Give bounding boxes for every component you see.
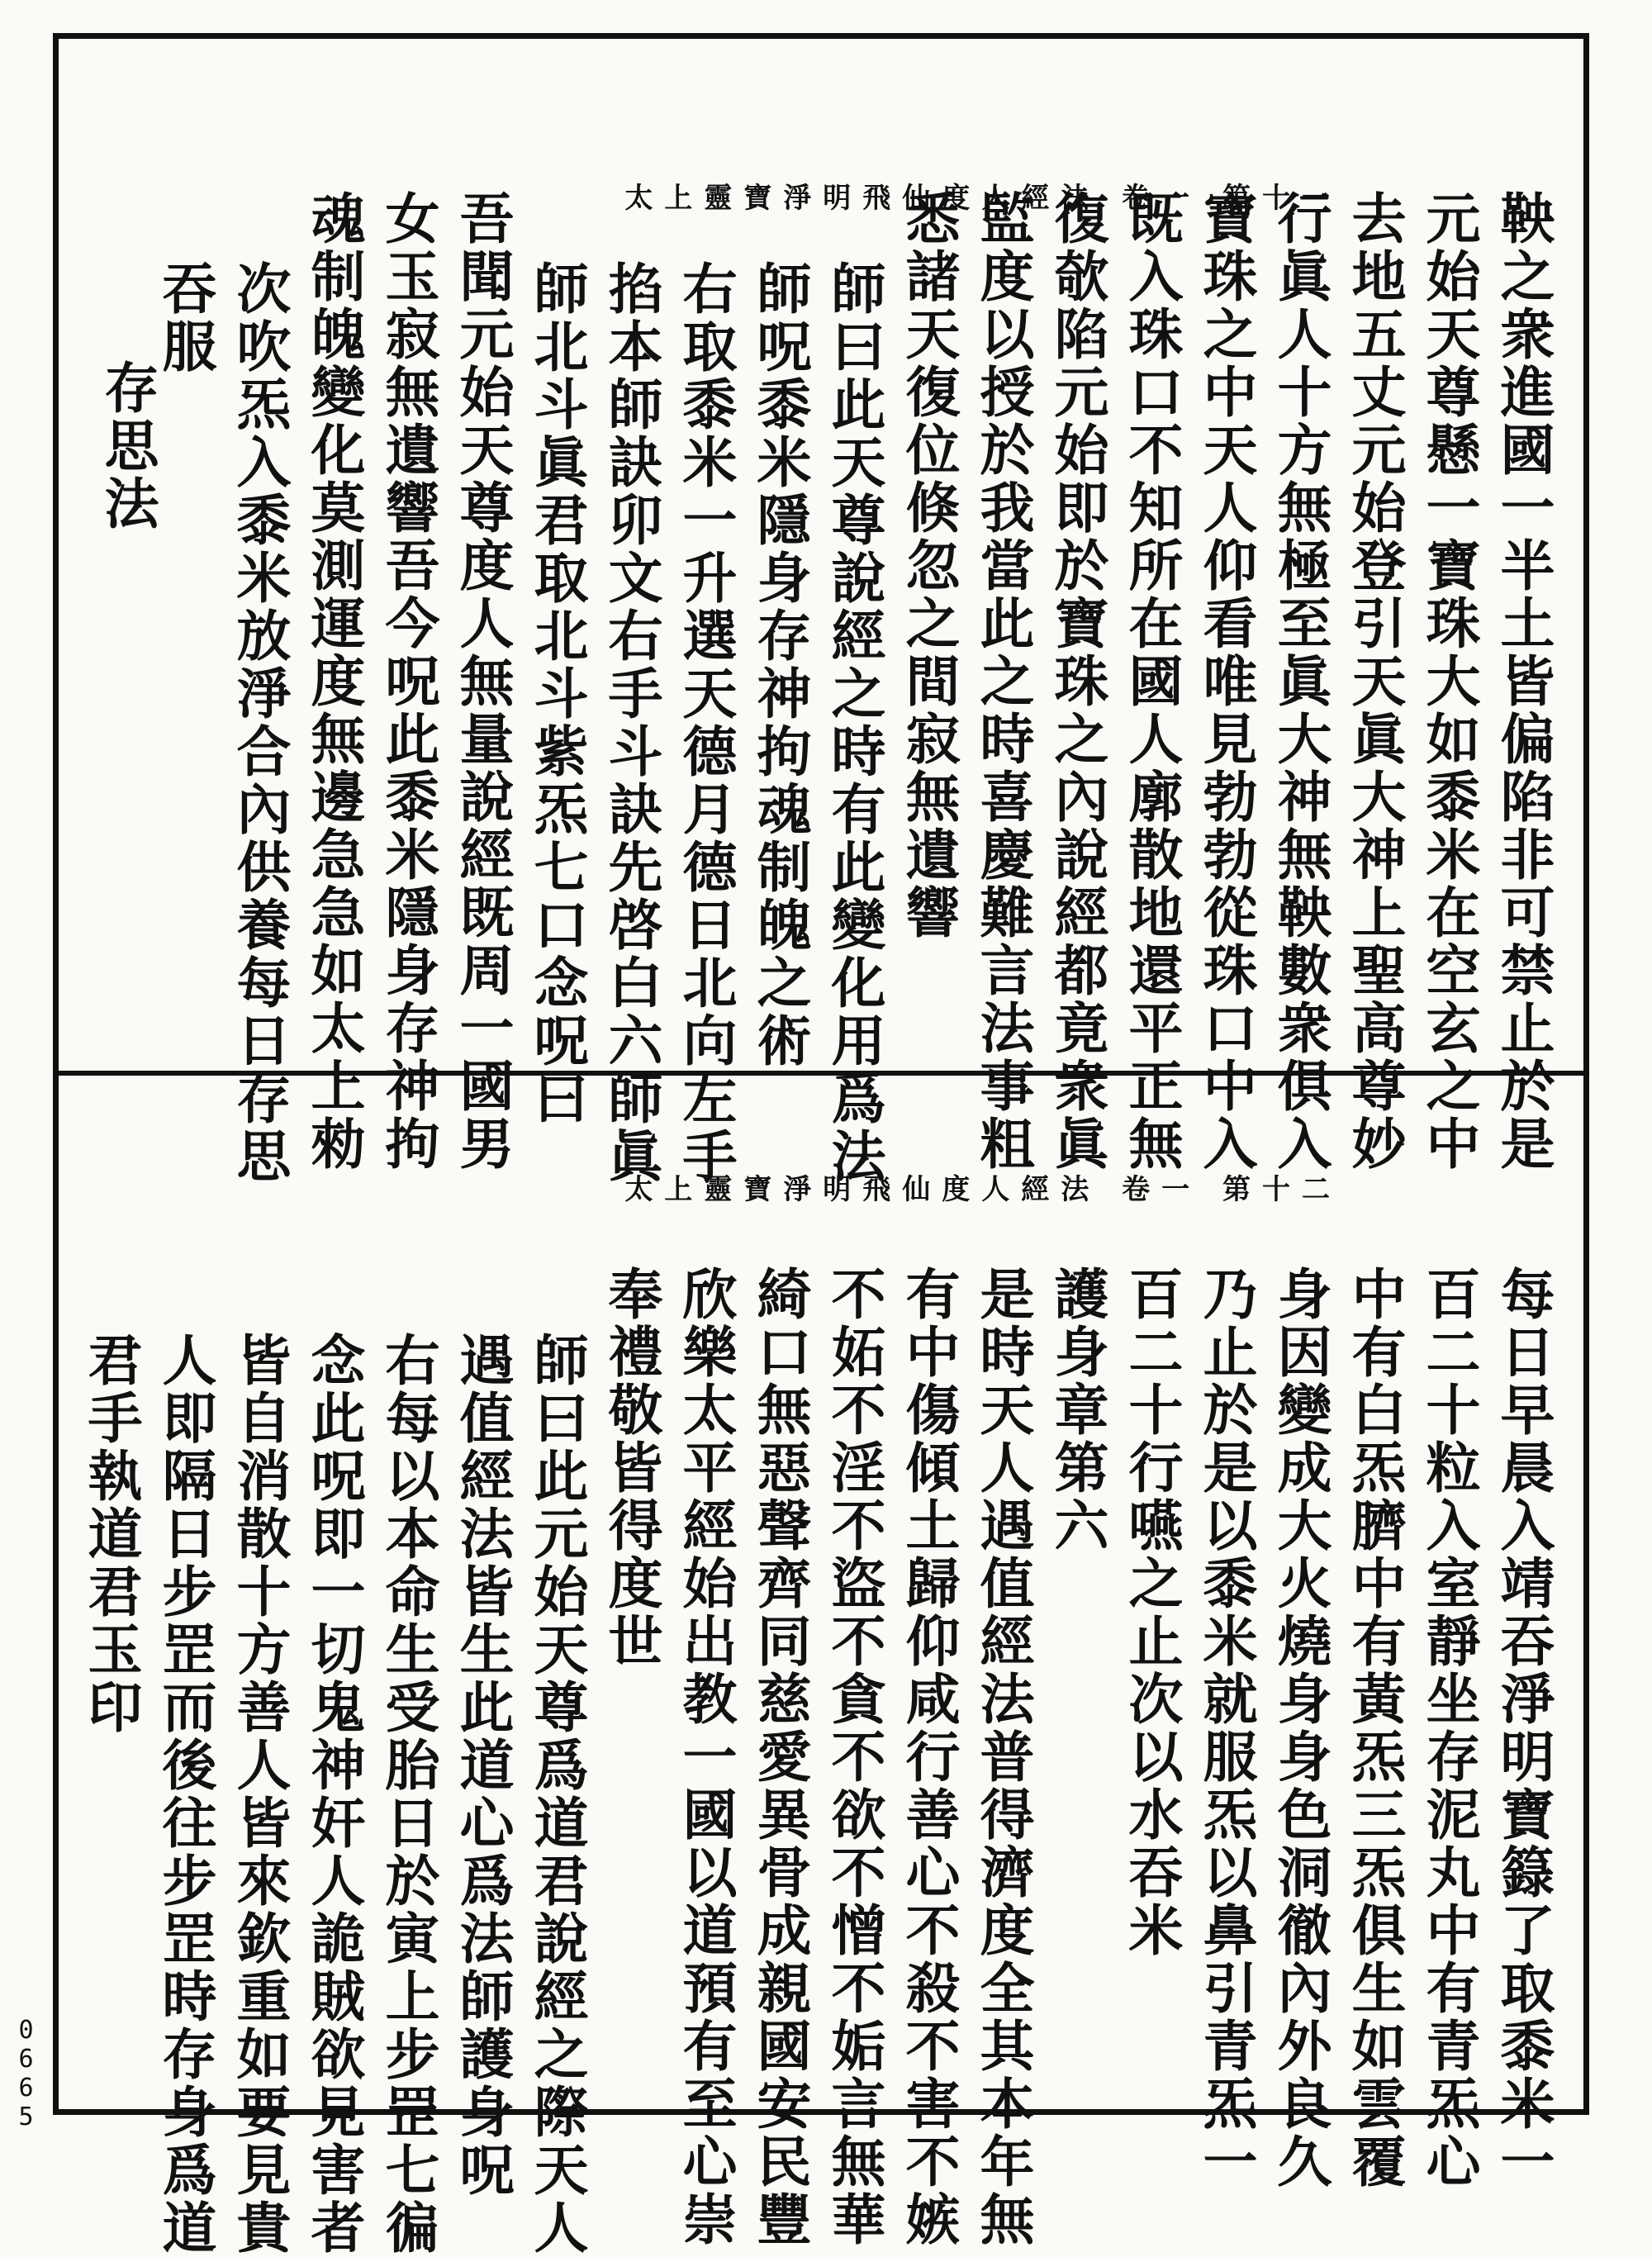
bottom-header: 太上靈寶淨明飛仙度人經法 卷一 第十二 [624, 1173, 1341, 1206]
bottom-col-18: 皆自消散十方善人皆來欽重如要見貴 [227, 1332, 292, 2257]
top-col-12: 右取黍米一升選天德月德日北向左手 [673, 260, 738, 1186]
bottom-col-16: 右每以本命生受胎日於寅上步罡七徧 [376, 1332, 440, 2257]
top-col-16: 女玉寂無遺響吾今呪此黍米隱身存神拘 [376, 190, 440, 1173]
top-col-3: 去地五丈元始登引天眞大神上聖高尊妙 [1342, 190, 1407, 1173]
top-col-7: 復欹陷元始即於寶珠之內說經都竟衆眞 [1045, 190, 1109, 1173]
bottom-col-5: 乃止於是以黍米就服炁以鼻引青炁一 [1194, 1266, 1258, 2191]
bottom-col-12: 欣樂太平經始出教一國以道預有至心崇 [673, 1266, 738, 2249]
top-col-15: 吾聞元始天尊度人無量說經既周一國男 [450, 190, 515, 1173]
top-col-8: 監度以授於我當此之時喜慶難言法事粗 [971, 190, 1035, 1173]
top-col-2: 元始天尊懸一寶珠大如黍米在空玄之中 [1417, 190, 1481, 1173]
bottom-col-6: 百二十行嚥之止次以水吞米 [1119, 1266, 1184, 1960]
bottom-col-20: 君手執道君玉印 [78, 1332, 143, 1737]
bottom-col-11: 綺口無惡聲齊同慈愛異骨成親國安民豐 [748, 1266, 812, 2249]
bottom-col-14: 師曰此元始天尊爲道君說經之際天人 [525, 1332, 589, 2257]
bottom-col-17: 念此呪即一切鬼神奸人詭賊欲見害者 [301, 1332, 366, 2257]
top-header: 太上靈寶淨明飛仙度人經法 卷一 第十一 [624, 182, 1341, 215]
top-col-19: 吞服 [153, 260, 217, 376]
top-col-6: 既入珠口不知所在國人廓散地還平正無 [1119, 190, 1184, 1173]
top-col-11: 師呪黍米隱身存神拘魂制魄之術 [748, 260, 812, 1070]
bottom-col-13: 奉禮敬皆得度世 [599, 1266, 663, 1670]
bottom-col-1: 每日早晨入靖吞淨明寶籙了取黍米一 [1491, 1266, 1555, 2191]
bottom-col-7: 護身章第六 [1045, 1266, 1109, 1555]
top-col-18: 次吹炁入黍米放淨合內供養每日存思 [227, 260, 292, 1186]
bottom-col-4: 身因變成大火燒身身色洞徹內外良久 [1268, 1266, 1332, 2191]
top-panel [53, 33, 1589, 1186]
top-col-5: 寶珠之中天人仰看唯見勃勃從珠口中入 [1194, 190, 1258, 1173]
top-col-13: 掐本師訣卯文右手斗訣先啓白六師眞 [599, 260, 663, 1186]
bottom-panel [53, 1076, 1589, 2257]
top-col-14: 師北斗眞君取北斗紫炁七口念呪曰 [525, 260, 589, 1128]
bottom-col-10: 不妬不淫不盜不貪不欲不憎不姤言無華 [822, 1266, 886, 2249]
bottom-col-15: 遇值經法皆生此道心爲法師護身呪 [450, 1332, 515, 2199]
bottom-col-8: 是時天人遇值經法普得濟度全其本年無 [971, 1266, 1035, 2249]
top-section-title: 存思法 [95, 359, 159, 533]
top-col-10: 師曰此天尊說經之時有此變化用爲法 [822, 260, 886, 1186]
bottom-col-19: 人即隔日步罡而後往步罡時存身爲道 [153, 1332, 217, 2257]
top-col-1: 鞅之衆進國一半土皆偏陷非可禁止於是 [1491, 190, 1555, 1173]
bottom-col-9: 有中傷傾土歸仰咸行善心不殺不害不嫉 [896, 1266, 961, 2249]
bottom-col-3: 中有白炁臍中有黃炁三炁俱生如雲覆 [1342, 1266, 1407, 2191]
top-col-17: 魂制魄變化莫測運度無邊急急如太上勑 [301, 190, 366, 1173]
page-number: 0665 [12, 2016, 40, 2131]
top-col-4: 行眞人十方無極至眞大神無鞅數衆俱入 [1268, 190, 1332, 1173]
top-col-9: 悉諸天復位倏忽之間寂無遺響 [896, 190, 961, 942]
bottom-col-2: 百二十粒入室靜坐存泥丸中有青炁心 [1417, 1266, 1481, 2191]
